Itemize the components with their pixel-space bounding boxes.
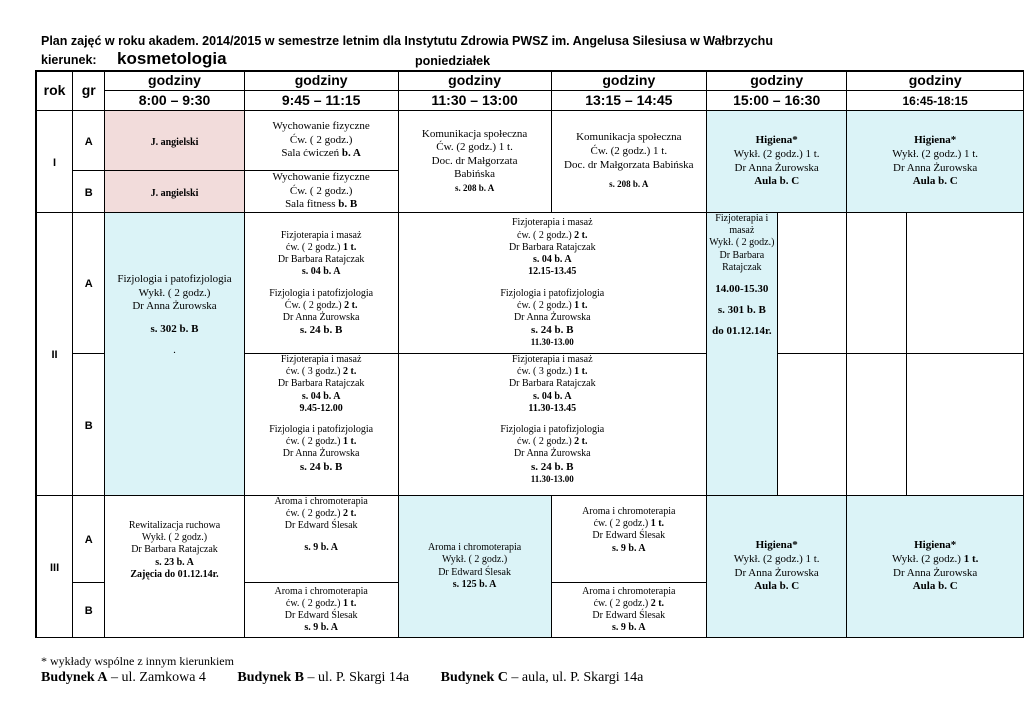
footnote: * wykłady wspólne z innym kierunkiem	[41, 654, 234, 668]
godziny-header-2	[244, 71, 398, 91]
year-label-3	[36, 496, 73, 638]
table-year2-fizjo-wykl-0-text: Fizjologia i patofizjologia	[117, 273, 232, 285]
class-cell-english-b	[105, 171, 244, 213]
table-year1-wf-a-1-text: Ćw. ( 2 godz.)	[289, 133, 353, 146]
class-cell-physiology-lecture	[105, 213, 244, 496]
class-cell-aroma-b-2	[551, 583, 706, 638]
class-cell-physio-a-1	[244, 213, 398, 354]
table-groups-0-text: A	[84, 534, 93, 546]
class-cell-aroma-b-1	[244, 583, 398, 638]
table-year2-a-c2-8-text: Dr Anna Żurowska	[282, 311, 360, 323]
empty-cell	[777, 213, 847, 354]
table-godziny-label-text: godziny	[148, 72, 201, 88]
class-cell-aroma-lecture	[398, 496, 551, 638]
building-name: Budynek C	[440, 670, 508, 685]
table-year1-hig1-3-text: Aula b. C	[754, 175, 800, 188]
table-year2-a-c3-6-text: Fizjologia i patofizjologia	[500, 287, 605, 299]
table-year3-a-c2-0-text: Aroma i chromoterapia	[274, 496, 368, 507]
cell-text	[707, 316, 777, 325]
table-year2-fizjo-masaz-4-text: Ratajczak	[722, 261, 762, 273]
table-year3-a-c4-4-text: s. 9 b. A	[612, 542, 646, 554]
kierunek-label: kierunek:	[41, 53, 97, 67]
table-godziny-label-text: godziny	[750, 72, 804, 88]
building-name: Budynek A	[41, 670, 108, 685]
table-year2-a-c3-5-text: 12.15-13.45	[528, 266, 577, 278]
table-year2-b-c2-2-text: 2 t.	[343, 366, 357, 378]
time-header-4	[551, 91, 706, 111]
table-godziny-label-text: godziny	[908, 72, 962, 88]
table-year2-a-c3-4-text: s. 04 b. A	[532, 254, 572, 266]
empty-cell	[777, 354, 847, 496]
empty-cell	[847, 354, 907, 496]
table-year3-a-c4-2-text: 1 t.	[650, 518, 665, 530]
table-year2-b-c2-10-text: s. 24 b. B	[299, 460, 343, 473]
table-year3-hig1-3-text: Aula b. C	[754, 580, 800, 593]
class-cell-hygiene-3	[707, 496, 847, 638]
table-groups-1-text: B	[84, 605, 93, 617]
table-year2-fizjo-wykl-1-text: Wykł. ( 2 godz.)	[138, 286, 211, 299]
table-year3-a-c4-3-text: Dr Edward Ślesak	[592, 530, 666, 542]
table-year2-fizjo-masaz-5-text: 14.00-15.30	[715, 283, 769, 296]
page-title: Plan zajęć w roku akadem. 2014/2015 w semestrze letnim dla Instytutu Zdrowia PWSZ im. Angelusa Silesiusa w Wałbrzychu	[41, 34, 773, 48]
table-year1-hig2-2-text: Dr Anna Żurowska	[893, 161, 978, 174]
table-year2-b-c3-9-text: Dr Anna Żurowska	[513, 448, 591, 460]
table-year3-hig1-2-text: Dr Anna Żurowska	[734, 566, 819, 579]
table-year2-b-c2-1-text: ćw. ( 3 godz.)	[285, 366, 344, 378]
cell-text	[399, 279, 706, 288]
class-cell-physio-lecture	[707, 213, 778, 496]
table-godziny-label-text: godziny	[448, 72, 502, 88]
table-year2-a-c3-10-text: s. 24 b. B	[531, 324, 574, 337]
table-year1-kom1-0-text: Komunikacja społeczna	[421, 127, 528, 140]
cell-text	[245, 415, 398, 424]
table-years-2-text: III	[49, 561, 60, 574]
class-cell-physio-b-1	[244, 354, 398, 496]
table-year2-a-c3-3-text: Dr Barbara Ratajczak	[508, 241, 596, 253]
table-year1-angielski-b-text: J. angielski	[150, 187, 199, 199]
schedule-table	[35, 70, 1024, 638]
table-years-0-text: I	[53, 156, 57, 169]
cell-text	[36, 71, 1024, 638]
table-year2-fizjo-masaz-0-text: Fizjoterapia i	[715, 213, 769, 224]
table-year3-aroma-wykl-3-text: s. 125 b. A	[452, 578, 497, 590]
table-year3-rewit-4-text: Zajęcia do 01.12.14r.	[130, 568, 219, 580]
buildings-legend	[41, 670, 671, 686]
table-godziny-label-text: godziny	[294, 72, 348, 88]
table-year2-b-c3-8-text: 2 t.	[574, 436, 588, 448]
table-times-0-text: 8:00 – 9:30	[138, 91, 211, 108]
year-label-2	[36, 213, 73, 496]
table-year2-a-c3-8-text: 1 t.	[574, 299, 588, 311]
class-cell-aroma-a-1	[244, 496, 398, 583]
table-year3-rewit-0-text: Rewitalizacja ruchowa	[128, 520, 221, 531]
table-year1-wf-a-0-text: Wychowanie fizyczne	[272, 120, 370, 133]
table-year1-kom1-3-text: Babińska	[454, 168, 496, 181]
table-year2-b-c2-8-text: 1 t.	[343, 436, 357, 448]
class-cell-communication-1	[398, 111, 551, 213]
table-year3-a-c2-2-text: 2 t.	[343, 508, 357, 520]
table-year3-a-c2-1-text: ćw. ( 2 godz.)	[285, 508, 344, 520]
class-cell-revitalization	[105, 496, 244, 638]
cell-text	[245, 598, 398, 610]
table-year2-b-c3-5-text: 11.30-13.45	[528, 402, 577, 414]
table-year2-b-c3-11-text: 11.30-13.00	[530, 473, 574, 484]
table-groups-1-text: B	[84, 419, 93, 432]
table-year2-a-c2-4-text: s. 04 b. A	[301, 266, 341, 278]
table-year1-wf-b-3-text: b. B	[338, 198, 358, 211]
group-label	[73, 111, 105, 171]
table-times-3-text: 13:15 – 14:45	[585, 91, 673, 108]
table-gr-label-text: gr	[81, 82, 96, 98]
class-cell-aroma-a-2	[551, 496, 706, 583]
cell-text	[245, 300, 398, 312]
cell-text	[245, 198, 398, 212]
cell-text	[552, 518, 706, 530]
class-cell-hygiene-1	[707, 111, 847, 213]
building-address: – aula, ul. P. Skargi 14a	[507, 670, 644, 685]
table-year3-hig2-3-text: Dr Anna Żurowska	[893, 566, 978, 579]
empty-cell	[847, 213, 907, 354]
table-year2-b-c3-10-text: s. 24 b. B	[531, 460, 574, 473]
table-godziny-label-text: godziny	[602, 72, 656, 88]
table-year3-hig2-1-text: Wykł. (2 godz.)	[891, 552, 964, 565]
table-year2-b-c2-7-text: ćw. ( 2 godz.)	[285, 436, 344, 448]
table-groups-0-text: A	[84, 278, 93, 290]
table-year1-wf-b-2-text: Sala fitness	[285, 198, 339, 211]
table-year3-hig2-4-text: Aula b. C	[912, 580, 958, 593]
table-year3-a-c4-1-text: ćw. ( 2 godz.)	[593, 518, 651, 530]
cell-text	[245, 242, 398, 254]
building-address: – ul. Zamkowa 4	[107, 670, 206, 685]
cell-text	[399, 415, 706, 424]
table-year2-b-c3-3-text: Dr Barbara Ratajczak	[508, 378, 596, 390]
table-year2-fizjo-masaz-6-text: s. 301 b. B	[717, 304, 766, 317]
table-year2-b-c3-1-text: ćw. ( 3 godz.)	[517, 366, 575, 378]
table-year2-a-c3-1-text: ćw. ( 2 godz.)	[517, 229, 575, 241]
table-year3-b-c4-0-text: Aroma i chromoterapia	[582, 585, 676, 597]
table-year2-a-c3-11-text: 11.30-13.00	[530, 337, 574, 348]
time-header-2	[244, 91, 398, 111]
table-years-1-text: II	[51, 349, 58, 361]
table-year2-fizjo-wykl-3-text: s. 302 b. B	[150, 322, 199, 335]
table-year2-fizjo-masaz-2-text: Wykł. ( 2 godz.)	[709, 237, 775, 249]
table-year3-hig1-0-text: Higiena*	[755, 539, 798, 552]
table-year3-aroma-wykl-1-text: Wykł. ( 2 godz.)	[441, 554, 508, 566]
table-year2-a-c2-9-text: s. 24 b. B	[299, 324, 343, 337]
table-times-4-text: 15:00 – 16:30	[733, 91, 821, 108]
group-label	[73, 354, 105, 496]
cell-text	[36, 71, 1024, 91]
class-cell-pe-a	[244, 111, 398, 171]
building-name: Budynek B	[237, 670, 304, 685]
time-header-1	[105, 91, 244, 111]
cell-text	[245, 279, 398, 288]
table-times-5-text: 16:45-18:15	[902, 93, 968, 108]
time-header-6	[847, 91, 1024, 111]
class-cell-hygiene-4	[847, 496, 1024, 638]
kierunek-name: kosmetologia	[117, 49, 227, 68]
year-label-1	[36, 111, 73, 213]
table-year2-b-c3-2-text: 1 t.	[574, 366, 588, 378]
cell-text	[36, 111, 1024, 171]
table-year1-angielski-a-text: J. angielski	[150, 136, 199, 148]
table-year2-a-c2-7-text: 2 t.	[344, 299, 358, 311]
table-times-2-text: 11:30 – 13:00	[431, 91, 518, 108]
table-year3-b-c2-2-text: 1 t.	[343, 597, 357, 609]
table-year3-b-c4-2-text: 2 t.	[650, 597, 665, 609]
cell-text	[847, 553, 1023, 567]
cell-text	[707, 274, 777, 283]
gr-header	[73, 71, 105, 111]
table-year3-a-c2-3-text: Dr Edward Ślesak	[284, 520, 358, 532]
cell-text	[41, 670, 206, 685]
table-year2-b-c2-3-text: Dr Barbara Ratajczak	[277, 378, 365, 390]
cell-text	[245, 366, 398, 378]
table-year1-hig2-0-text: Higiena*	[914, 134, 957, 147]
table-year1-kom1-2-text: Doc. dr Małgorzata	[431, 154, 518, 167]
class-cell-physio-b-2	[398, 354, 706, 496]
table-year2-b-c3-6-text: Fizjologia i patofizjologia	[500, 424, 605, 436]
class-cell-physio-a-2	[398, 213, 706, 354]
table-year1-wf-a-3-text: b. A	[341, 147, 361, 160]
table-year3-b-c2-0-text: Aroma i chromoterapia	[274, 585, 368, 597]
table-year1-hig2-3-text: Aula b. C	[912, 175, 958, 188]
table-year3-b-c2-4-text: s. 9 b. A	[304, 622, 338, 634]
table-year2-a-c2-5-text: Fizjologia i patofizjologia	[269, 287, 374, 299]
cell-text	[399, 300, 706, 312]
table-year3-rewit-2-text: Dr Barbara Ratajczak	[131, 544, 218, 556]
group-label	[73, 213, 105, 354]
table-year1-kom1-1-text: Ćw. (2 godz.) 1 t.	[436, 141, 513, 154]
table-year2-a-c3-9-text: Dr Anna Żurowska	[513, 311, 591, 323]
table-year2-fizjo-wykl-4-text: .	[173, 344, 176, 357]
cell-text	[105, 314, 243, 323]
class-cell-pe-b	[244, 171, 398, 213]
table-rok-label-text: rok	[43, 82, 66, 98]
godziny-header-1	[105, 71, 244, 91]
table-year1-kom2-2-text: Doc. dr Małgorzata Babińska	[564, 158, 694, 171]
table-year3-b-c4-4-text: s. 9 b. A	[612, 622, 646, 634]
table-year2-b-c2-6-text: Fizjologia i patofizjologia	[269, 424, 374, 436]
table-year1-wf-b-1-text: Ćw. ( 2 godz.)	[289, 184, 353, 197]
cell-text	[36, 91, 1024, 111]
class-cell-hygiene-2	[847, 111, 1024, 213]
table-year3-a-c2-4-text: s. 9 b. A	[304, 541, 338, 553]
table-year2-a-c3-7-text: ćw. ( 2 godz.)	[517, 299, 575, 311]
table-year3-aroma-wykl-2-text: Dr Edward Ślesak	[438, 566, 511, 578]
table-year2-b-c2-0-text: Fizjoterapia i masaż	[280, 354, 362, 365]
table-year2-fizjo-masaz-3-text: Dr Barbara	[719, 249, 765, 261]
table-year1-kom2-1-text: Ćw. (2 godz.) 1 t.	[590, 144, 668, 157]
table-year3-b-c4-1-text: ćw. ( 2 godz.)	[593, 597, 651, 609]
table-year3-aroma-wykl-0-text: Aroma i chromoterapia	[427, 542, 522, 554]
table-year1-kom1-4-text: s. 208 b. A	[454, 182, 495, 193]
rok-header	[36, 71, 73, 111]
table-year3-hig2-2-text: 1 t.	[963, 552, 979, 565]
time-header-3	[398, 91, 551, 111]
table-groups-0-text: A	[84, 135, 93, 148]
table-year2-b-c3-7-text: ćw. ( 2 godz.)	[517, 436, 575, 448]
table-year2-a-c3-2-text: 2 t.	[574, 229, 588, 241]
table-year3-rewit-3-text: s. 23 b. A	[155, 556, 194, 568]
group-label	[73, 496, 105, 583]
cell-text	[36, 496, 1024, 583]
class-cell-communication-2	[551, 111, 706, 213]
table-year2-fizjo-wykl-2-text: Dr Anna Żurowska	[132, 300, 217, 313]
building-address: – ul. P. Skargi 14a	[303, 670, 410, 685]
table-year3-hig1-1-text: Wykł. (2 godz.) 1 t.	[733, 552, 820, 565]
table-year1-hig1-0-text: Higiena*	[755, 134, 798, 147]
table-year2-a-c2-6-text: Ćw. ( 2 godz.)	[284, 299, 345, 311]
empty-cell	[907, 354, 1024, 496]
time-header-5	[707, 91, 847, 111]
cell-text	[707, 295, 777, 304]
table-year2-a-c2-1-text: ćw. ( 2 godz.)	[285, 241, 344, 253]
table-year1-hig1-2-text: Dr Anna Żurowska	[734, 161, 819, 174]
cell-text	[245, 533, 398, 542]
cell-text	[245, 147, 398, 161]
table-year2-b-c3-4-text: s. 04 b. A	[532, 390, 572, 402]
table-year3-b-c2-3-text: Dr Edward Ślesak	[284, 610, 358, 621]
table-year3-hig2-0-text: Higiena*	[914, 539, 957, 552]
table-year1-kom2-3-text: s. 208 b. A	[609, 179, 649, 190]
godziny-header-3	[398, 71, 551, 91]
table-year3-rewit-1-text: Wykł. ( 2 godz.)	[141, 532, 208, 544]
cell-text	[399, 366, 706, 378]
table-year2-a-c2-3-text: Dr Barbara Ratajczak	[277, 254, 365, 266]
table-year1-hig2-1-text: Wykł. (2 godz.) 1 t.	[892, 147, 979, 160]
godziny-header-6	[847, 71, 1024, 91]
table-year2-fizjo-masaz-1-text: masaż	[729, 225, 755, 237]
table-year2-b-c2-4-text: s. 04 b. A	[301, 390, 341, 402]
godziny-header-4	[551, 71, 706, 91]
table-year2-a-c2-2-text: 1 t.	[343, 241, 357, 253]
table-year2-b-c2-5-text: 9.45-12.00	[299, 402, 343, 414]
table-year3-a-c4-0-text: Aroma i chromoterapia	[582, 506, 676, 517]
cell-text	[237, 670, 409, 685]
table-year2-fizjo-masaz-7-text: do 01.12.14r.	[712, 325, 772, 338]
table-year2-b-c2-9-text: Dr Anna Żurowska	[282, 448, 360, 460]
cell-text	[552, 598, 706, 610]
cell-text	[245, 508, 398, 520]
group-label	[73, 171, 105, 213]
day-label: poniedziałek	[415, 54, 491, 68]
table-year1-wf-a-2-text: Sala ćwiczeń	[281, 147, 342, 160]
table-groups-1-text: B	[84, 186, 93, 199]
table-year3-b-c2-1-text: ćw. ( 2 godz.)	[285, 597, 344, 609]
empty-cell	[907, 213, 1024, 354]
class-cell-english-a	[105, 111, 244, 171]
cell-text	[399, 436, 706, 448]
table-times-1-text: 9:45 – 11:15	[281, 91, 361, 108]
table-year2-b-c3-0-text: Fizjoterapia i masaż	[512, 354, 593, 365]
cell-text	[36, 213, 1024, 354]
godziny-header-5	[707, 71, 847, 91]
table-year2-a-c3-0-text: Fizjoterapia i masaż	[512, 217, 593, 229]
table-year1-kom2-0-text: Komunikacja społeczna	[576, 131, 682, 144]
table-year1-wf-b-0-text: Wychowanie fizyczne	[272, 171, 370, 184]
table-year2-a-c2-0-text: Fizjoterapia i masaż	[280, 229, 362, 241]
group-label	[73, 583, 105, 638]
cell-text	[441, 670, 644, 685]
cell-text	[245, 436, 398, 448]
cell-text	[399, 230, 706, 242]
table-year3-b-c4-3-text: Dr Edward Ślesak	[592, 610, 666, 621]
table-year1-hig1-1-text: Wykł. (2 godz.) 1 t.	[733, 147, 820, 160]
